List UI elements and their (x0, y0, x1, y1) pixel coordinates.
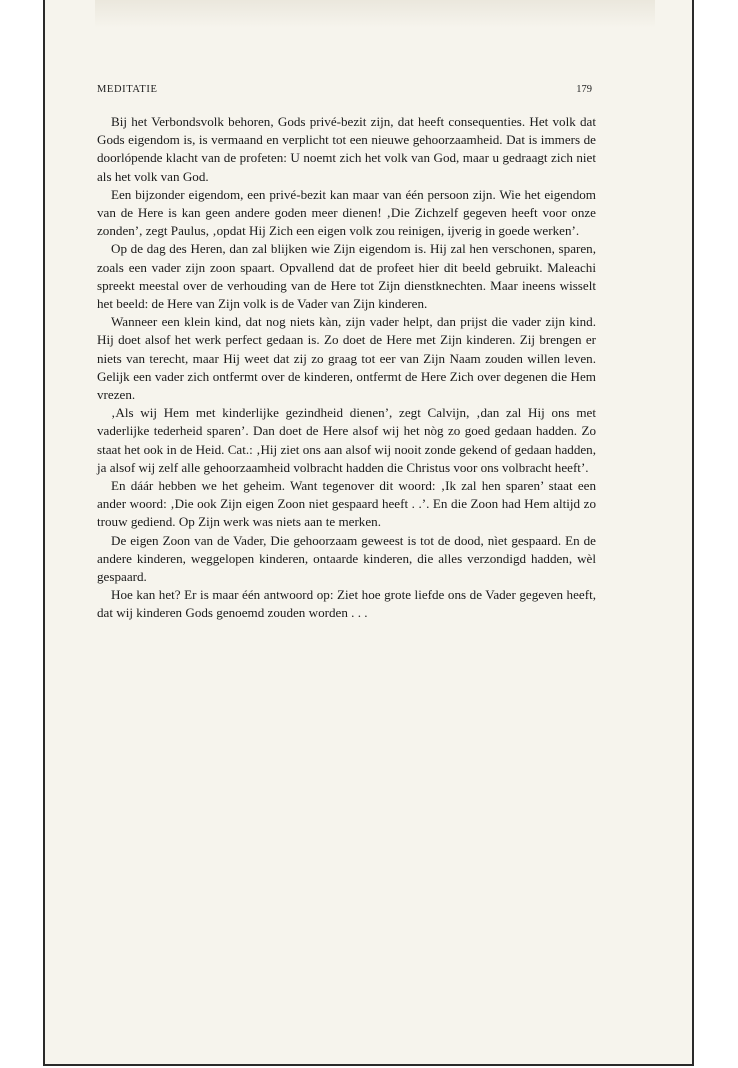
paragraph: Bij het Verbondsvolk behoren, Gods privé-bezit zijn, dat heeft consequenties. Het volk dat Gods eigendom is, is vermaand en verplicht tot een nieuwe gehoorzaamheid. Dat is immers de doorlópende klacht van de profeten: U noemt zich het volk van God, maar u gedraagt zich niet als het volk van God. (97, 114, 596, 184)
paragraph: Hoe kan het? Er is maar één antwoord op: Ziet hoe grote liefde ons de Vader gegeven heeft, dat wij kinderen Gods genoemd zouden worden . . . (97, 587, 596, 621)
paragraph: En dáár hebben we het geheim. Want tegenover dit woord: ‚Ik zal hen sparen’ staat een ander woord: ‚Die ook Zijn eigen Zoon niet gespaard heeft . .’. En die Zoon had Hem altijd zo trouw gediend. Op Zijn werk was niets aan te merken. (97, 478, 596, 530)
meditation-text (97, 113, 596, 623)
paragraph: ‚Als wij Hem met kinderlijke gezindheid dienen’, zegt Calvijn, ‚dan zal Hij ons met vaderlijke tederheid sparen’. Dan doet de Here alsof wij het nòg zo goed gedaan hadden. Zo staat het ook in de Heid. Cat.: ‚Hij ziet ons aan alsof wij nooit zonde gekend of gedaan hadden, ja alsof wij zelf alle gehoorzaamheid volbracht hadden die Christus voor ons volbracht heeft’. (97, 405, 596, 475)
paragraph: Op de dag des Heren, dan zal blijken wie Zijn eigendom is. Hij zal hen verschonen, sparen, zoals een vader zijn zoon spaart. Opvallend dat de profeet hier dit beeld gebruikt. Maleachi spreekt meestal over de verhouding van de Here tot Zijn dienstknechten. Maar ineens wisselt het beeld: de Here van Zijn volk is de Vader van Zijn kinderen. (97, 241, 596, 312)
paragraph: Wanneer een klein kind, dat nog niets kàn, zijn vader helpt, dan prijst die vader zijn kind. Hij doet alsof het werk perfect gedaan is. Zo doet de Here met Zijn kinderen. Zij brengen er niets van terecht, maar Hij weet dat zij zo graag tot eer van Zijn Naam zouden willen leven. Gelijk een vader zich ontfermt over de kinderen, ontfermt de Here Zich over degenen die Hem vrezen. (97, 314, 596, 403)
paragraph: Een bijzonder eigendom, een privé-bezit kan maar van één persoon zijn. Wie het eigendom van de Here is kan geen andere goden meer dienen! ‚Die Zichzelf gegeven heeft voor onze zonden’, zegt Paulus, ‚opdat Hij Zich een eigen volk zou reinigen, ijverig in goede werken’. (97, 186, 596, 239)
book-page (43, 0, 694, 1066)
page-number: 179 (576, 84, 592, 95)
running-title: MEDITATIE (97, 84, 158, 95)
scan-edge-shading (95, 0, 655, 28)
paragraph: De eigen Zoon van de Vader, Die gehoorzaam geweest is tot de dood, nìet gespaard. En de andere kinderen, weggelopen kinderen, ontaarde kinderen, die alles verzondigd hadden, wèl gespaard. (97, 532, 596, 585)
